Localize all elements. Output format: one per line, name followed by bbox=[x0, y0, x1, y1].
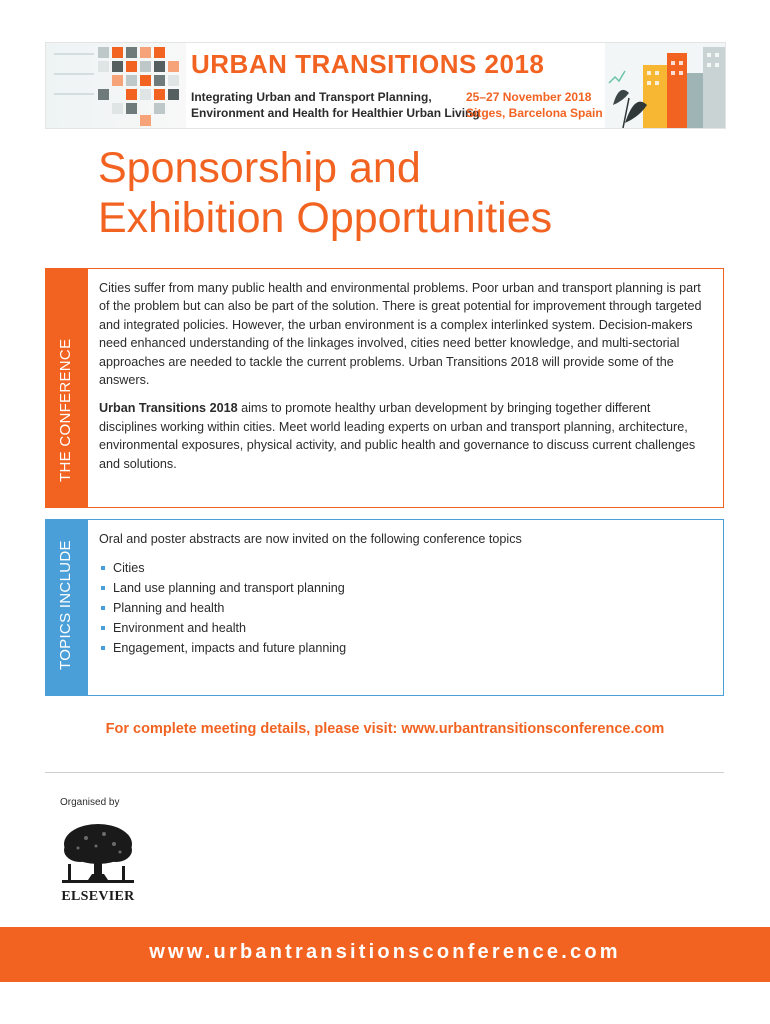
topics-tab-label: TOPICS INCLUDE bbox=[57, 540, 74, 670]
banner-subtitle: Integrating Urban and Transport Planning, Environment and Health for Healthier Urban Living bbox=[191, 90, 480, 120]
headline-line-2: Exhibition Opportunities bbox=[98, 194, 553, 242]
conference-banner bbox=[45, 42, 726, 129]
headline-line-1: Sponsorship and bbox=[98, 144, 421, 192]
conference-paragraph-2 bbox=[99, 399, 709, 473]
city-skyline-graphic bbox=[605, 43, 725, 128]
topics-intro: Oral and poster abstracts are now invited on the following conference topics bbox=[99, 532, 522, 546]
banner-dates-location: 25–27 November 2018 Sitges, Barcelona Spain bbox=[466, 90, 603, 120]
divider bbox=[45, 772, 724, 773]
conference-panel bbox=[45, 268, 724, 508]
conference-side-tab bbox=[46, 269, 88, 507]
topics-panel bbox=[45, 519, 724, 696]
list-item: Cities bbox=[99, 558, 709, 578]
list-item: Land use planning and transport planning bbox=[99, 578, 709, 598]
list-item: Planning and health bbox=[99, 598, 709, 618]
organised-by-label: Organised by bbox=[60, 797, 120, 808]
conference-paragraph-2-bold: Urban Transitions 2018 bbox=[99, 401, 238, 416]
meeting-details-link[interactable]: For complete meeting details, please visit: www.urbantransitionsconference.com bbox=[105, 721, 665, 737]
footer-website-link[interactable]: www.urbantransitionsconference.com bbox=[149, 941, 621, 963]
topics-text bbox=[99, 530, 709, 658]
conference-tab-label: THE CONFERENCE bbox=[57, 338, 74, 482]
page-headline bbox=[98, 143, 698, 243]
elsevier-tree-icon bbox=[58, 820, 138, 886]
conference-text bbox=[99, 279, 709, 483]
topics-list bbox=[99, 558, 709, 658]
conference-paragraph-2-rest: aims to promote healthy urban development by bringing together different disciplines working within cities. Meet world leading experts on urban and transport planning, architecture, environmental exposures, physical activity, and public health and governance to discuss current challenges and solutions. bbox=[99, 401, 696, 471]
banner-mosaic-graphic bbox=[46, 43, 186, 128]
topics-side-tab bbox=[46, 520, 88, 695]
elsevier-logo bbox=[58, 820, 138, 905]
footer-bar bbox=[0, 927, 770, 982]
list-item: Environment and health bbox=[99, 618, 709, 638]
list-item: Engagement, impacts and future planning bbox=[99, 638, 709, 658]
elsevier-logo-wordmark: ELSEVIER bbox=[61, 889, 135, 904]
banner-title: URBAN TRANSITIONS 2018 bbox=[191, 49, 545, 79]
conference-paragraph-1: Cities suffer from many public health and environmental problems. Poor urban and transport planning is part of the problem but can also be part of the solution. There is great potential for improvement through targeted and integrated policies. However, the urban environment is a complex interlinked system. Decision-makers need enhanced understanding of the linkages involved, cities need better knowledge, and multi-sectorial approaches are needed to tackle the current problems. Urban Transitions 2018 will provide some of the answers. bbox=[99, 281, 702, 388]
